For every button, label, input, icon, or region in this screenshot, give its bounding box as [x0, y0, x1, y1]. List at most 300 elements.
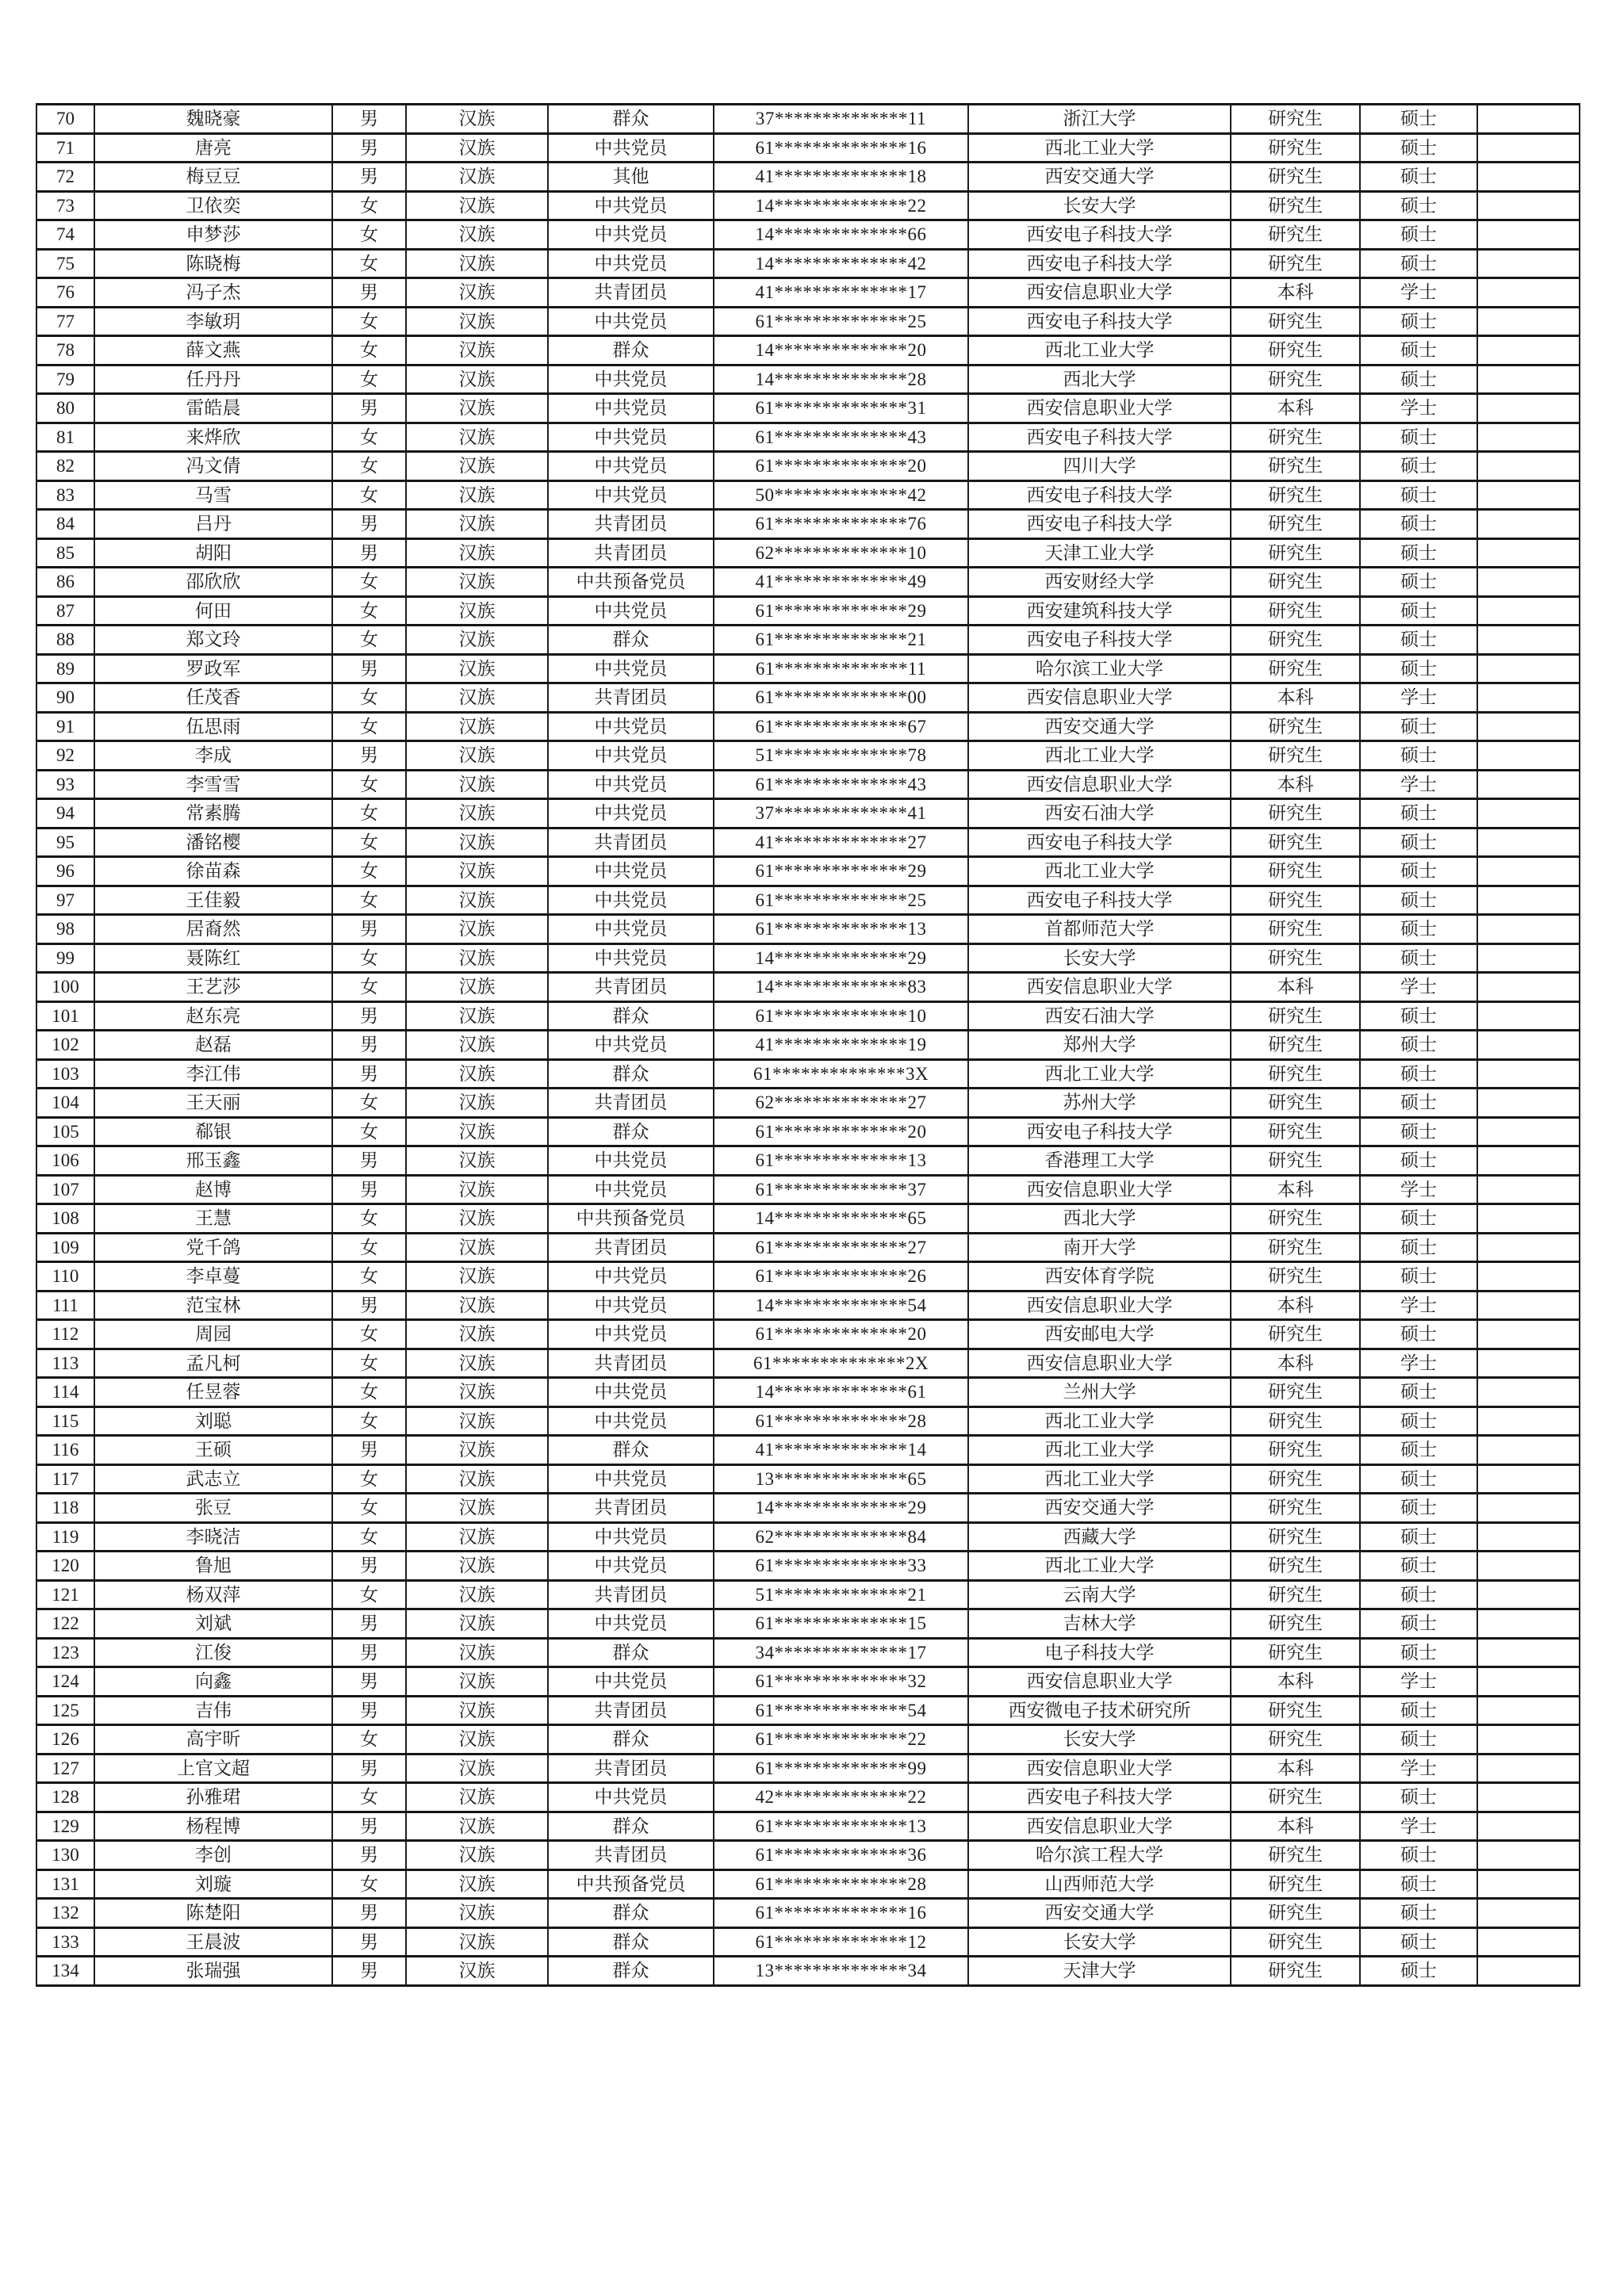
cell-empty: [1477, 1522, 1580, 1552]
cell-gender: 男: [332, 1927, 406, 1957]
cell-id-number: 61**************67: [714, 712, 968, 741]
cell-degree: 硕士: [1360, 336, 1477, 365]
cell-empty: [1477, 1378, 1580, 1407]
cell-education-level: 研究生: [1231, 799, 1360, 828]
table-row: [36, 683, 1580, 713]
cell-row-number: 94: [36, 799, 94, 828]
cell-gender: 男: [332, 1696, 406, 1725]
cell-degree: 硕士: [1360, 480, 1477, 510]
table-row: [36, 1204, 1580, 1234]
cell-school: 哈尔滨工业大学: [968, 654, 1231, 683]
cell-row-number: 126: [36, 1725, 94, 1755]
cell-name: 高宇昕: [94, 1725, 332, 1755]
cell-id-number: 61**************26: [714, 1262, 968, 1292]
cell-degree: 硕士: [1360, 1927, 1477, 1957]
cell-id-number: 14**************65: [714, 1204, 968, 1234]
cell-school: 苏州大学: [968, 1089, 1231, 1118]
cell-name: 徐苗森: [94, 857, 332, 886]
cell-gender: 男: [332, 394, 406, 423]
cell-empty: [1477, 1031, 1580, 1060]
cell-empty: [1477, 1117, 1580, 1146]
cell-gender: 男: [332, 1638, 406, 1667]
cell-name: 何田: [94, 596, 332, 626]
cell-education-level: 研究生: [1231, 191, 1360, 220]
cell-school: 西安信息职业大学: [968, 1175, 1231, 1204]
cell-id-number: 61**************32: [714, 1667, 968, 1697]
cell-ethnicity: 汉族: [406, 915, 548, 944]
cell-ethnicity: 汉族: [406, 1117, 548, 1146]
cell-political-status: 中共党员: [548, 1552, 714, 1581]
cell-name: 李创: [94, 1841, 332, 1870]
cell-school: 西北工业大学: [968, 1436, 1231, 1465]
table-row: [36, 1957, 1580, 1986]
cell-id-number: 61**************27: [714, 1233, 968, 1262]
cell-school: 香港理工大学: [968, 1146, 1231, 1176]
cell-degree: 学士: [1360, 1291, 1477, 1320]
cell-political-status: 群众: [548, 1725, 714, 1755]
cell-gender: 女: [332, 712, 406, 741]
cell-political-status: 中共党员: [548, 712, 714, 741]
cell-id-number: 61**************43: [714, 423, 968, 452]
table-row: [36, 1349, 1580, 1378]
cell-degree: 硕士: [1360, 1957, 1477, 1986]
cell-degree: 学士: [1360, 770, 1477, 799]
cell-political-status: 中共党员: [548, 1464, 714, 1494]
cell-name: 王佳毅: [94, 886, 332, 915]
cell-education-level: 本科: [1231, 770, 1360, 799]
cell-ethnicity: 汉族: [406, 538, 548, 568]
cell-ethnicity: 汉族: [406, 249, 548, 278]
table-row: [36, 1552, 1580, 1581]
cell-empty: [1477, 365, 1580, 394]
cell-political-status: 共青团员: [548, 1580, 714, 1609]
cell-education-level: 研究生: [1231, 510, 1360, 539]
cell-name: 马雪: [94, 480, 332, 510]
cell-row-number: 111: [36, 1291, 94, 1320]
table-row: [36, 538, 1580, 568]
cell-ethnicity: 汉族: [406, 278, 548, 308]
cell-ethnicity: 汉族: [406, 973, 548, 1002]
cell-degree: 硕士: [1360, 220, 1477, 250]
cell-ethnicity: 汉族: [406, 336, 548, 365]
cell-ethnicity: 汉族: [406, 1175, 548, 1204]
cell-education-level: 研究生: [1231, 596, 1360, 626]
cell-row-number: 107: [36, 1175, 94, 1204]
cell-gender: 女: [332, 1378, 406, 1407]
cell-political-status: 共青团员: [548, 538, 714, 568]
cell-education-level: 本科: [1231, 1349, 1360, 1378]
cell-political-status: 中共党员: [548, 1609, 714, 1639]
cell-id-number: 61**************11: [714, 654, 968, 683]
cell-row-number: 78: [36, 336, 94, 365]
cell-political-status: 中共党员: [548, 943, 714, 973]
cell-gender: 女: [332, 1725, 406, 1755]
cell-row-number: 71: [36, 133, 94, 163]
cell-id-number: 14**************61: [714, 1378, 968, 1407]
cell-ethnicity: 汉族: [406, 1667, 548, 1697]
cell-political-status: 中共党员: [548, 1378, 714, 1407]
cell-education-level: 研究生: [1231, 105, 1360, 134]
cell-degree: 硕士: [1360, 1146, 1477, 1176]
cell-gender: 男: [332, 1841, 406, 1870]
cell-political-status: 中共预备党员: [548, 568, 714, 597]
cell-id-number: 13**************34: [714, 1957, 968, 1986]
cell-education-level: 研究生: [1231, 1696, 1360, 1725]
table-row: [36, 654, 1580, 683]
cell-gender: 女: [332, 1580, 406, 1609]
cell-gender: 女: [332, 249, 406, 278]
cell-id-number: 61**************28: [714, 1869, 968, 1899]
cell-political-status: 共青团员: [548, 973, 714, 1002]
cell-school: 西安微电子技术研究所: [968, 1696, 1231, 1725]
cell-degree: 硕士: [1360, 828, 1477, 857]
cell-degree: 硕士: [1360, 799, 1477, 828]
cell-gender: 女: [332, 683, 406, 713]
cell-education-level: 研究生: [1231, 886, 1360, 915]
cell-education-level: 本科: [1231, 1667, 1360, 1697]
cell-empty: [1477, 1089, 1580, 1118]
cell-political-status: 共青团员: [548, 510, 714, 539]
cell-ethnicity: 汉族: [406, 886, 548, 915]
cell-gender: 男: [332, 741, 406, 771]
cell-id-number: 61**************20: [714, 1320, 968, 1349]
cell-id-number: 41**************14: [714, 1436, 968, 1465]
table-row: [36, 105, 1580, 134]
cell-school: 山西师范大学: [968, 1869, 1231, 1899]
cell-name: 吕丹: [94, 510, 332, 539]
cell-gender: 男: [332, 1899, 406, 1928]
cell-degree: 硕士: [1360, 915, 1477, 944]
cell-gender: 女: [332, 799, 406, 828]
cell-ethnicity: 汉族: [406, 568, 548, 597]
cell-degree: 硕士: [1360, 1869, 1477, 1899]
cell-row-number: 89: [36, 654, 94, 683]
cell-empty: [1477, 163, 1580, 192]
cell-political-status: 群众: [548, 1436, 714, 1465]
table-row: [36, 1667, 1580, 1697]
cell-ethnicity: 汉族: [406, 1638, 548, 1667]
cell-empty: [1477, 915, 1580, 944]
cell-school: 西北工业大学: [968, 1464, 1231, 1494]
cell-school: 长安大学: [968, 943, 1231, 973]
cell-id-number: 37**************41: [714, 799, 968, 828]
cell-id-number: 62**************27: [714, 1089, 968, 1118]
cell-name: 陈晓梅: [94, 249, 332, 278]
cell-empty: [1477, 1638, 1580, 1667]
cell-school: 西藏大学: [968, 1522, 1231, 1552]
cell-id-number: 14**************42: [714, 249, 968, 278]
cell-political-status: 共青团员: [548, 1494, 714, 1523]
cell-degree: 硕士: [1360, 1233, 1477, 1262]
cell-id-number: 61**************29: [714, 596, 968, 626]
cell-ethnicity: 汉族: [406, 857, 548, 886]
cell-empty: [1477, 1059, 1580, 1089]
table-row: [36, 741, 1580, 771]
cell-id-number: 14**************28: [714, 365, 968, 394]
cell-name: 来烨欣: [94, 423, 332, 452]
cell-degree: 硕士: [1360, 568, 1477, 597]
cell-political-status: 中共党员: [548, 133, 714, 163]
cell-education-level: 研究生: [1231, 480, 1360, 510]
cell-ethnicity: 汉族: [406, 828, 548, 857]
cell-political-status: 群众: [548, 1957, 714, 1986]
cell-id-number: 61**************36: [714, 1841, 968, 1870]
cell-school: 西安信息职业大学: [968, 278, 1231, 308]
cell-school: 西安电子科技大学: [968, 1117, 1231, 1146]
cell-school: 西北工业大学: [968, 857, 1231, 886]
cell-ethnicity: 汉族: [406, 1754, 548, 1783]
cell-name: 王艺莎: [94, 973, 332, 1002]
cell-empty: [1477, 568, 1580, 597]
cell-gender: 男: [332, 1031, 406, 1060]
cell-education-level: 研究生: [1231, 626, 1360, 655]
cell-gender: 女: [332, 1233, 406, 1262]
cell-row-number: 131: [36, 1869, 94, 1899]
cell-school: 西安交通大学: [968, 1494, 1231, 1523]
cell-school: 首都师范大学: [968, 915, 1231, 944]
cell-political-status: 共青团员: [548, 1696, 714, 1725]
cell-degree: 学士: [1360, 1667, 1477, 1697]
cell-political-status: 中共党员: [548, 394, 714, 423]
cell-ethnicity: 汉族: [406, 105, 548, 134]
cell-row-number: 85: [36, 538, 94, 568]
cell-id-number: 61**************2X: [714, 1349, 968, 1378]
cell-school: 四川大学: [968, 452, 1231, 481]
cell-gender: 男: [332, 1436, 406, 1465]
cell-school: 西安电子科技大学: [968, 886, 1231, 915]
cell-education-level: 研究生: [1231, 828, 1360, 857]
cell-gender: 男: [332, 915, 406, 944]
table-row: [36, 1754, 1580, 1783]
cell-id-number: 61**************12: [714, 1927, 968, 1957]
cell-education-level: 研究生: [1231, 249, 1360, 278]
cell-empty: [1477, 1580, 1580, 1609]
table-row: [36, 1522, 1580, 1552]
table-row: [36, 191, 1580, 220]
cell-degree: 硕士: [1360, 452, 1477, 481]
cell-gender: 女: [332, 480, 406, 510]
cell-name: 赵博: [94, 1175, 332, 1204]
cell-name: 冯文倩: [94, 452, 332, 481]
cell-political-status: 中共党员: [548, 220, 714, 250]
cell-ethnicity: 汉族: [406, 683, 548, 713]
cell-education-level: 研究生: [1231, 336, 1360, 365]
cell-ethnicity: 汉族: [406, 510, 548, 539]
cell-degree: 硕士: [1360, 1117, 1477, 1146]
cell-id-number: 51**************21: [714, 1580, 968, 1609]
cell-degree: 硕士: [1360, 1001, 1477, 1031]
table-row: [36, 307, 1580, 336]
cell-name: 王硕: [94, 1436, 332, 1465]
cell-gender: 女: [332, 596, 406, 626]
cell-id-number: 34**************17: [714, 1638, 968, 1667]
cell-empty: [1477, 423, 1580, 452]
cell-education-level: 研究生: [1231, 1436, 1360, 1465]
cell-ethnicity: 汉族: [406, 1841, 548, 1870]
cell-row-number: 100: [36, 973, 94, 1002]
cell-political-status: 中共党员: [548, 654, 714, 683]
cell-id-number: 61**************13: [714, 1812, 968, 1841]
cell-empty: [1477, 828, 1580, 857]
cell-degree: 硕士: [1360, 741, 1477, 771]
cell-id-number: 61**************00: [714, 683, 968, 713]
cell-name: 党千鸽: [94, 1233, 332, 1262]
cell-political-status: 中共党员: [548, 857, 714, 886]
table-row: [36, 1580, 1580, 1609]
table-row: [36, 365, 1580, 394]
cell-education-level: 研究生: [1231, 712, 1360, 741]
cell-row-number: 90: [36, 683, 94, 713]
cell-degree: 硕士: [1360, 857, 1477, 886]
cell-ethnicity: 汉族: [406, 1522, 548, 1552]
cell-ethnicity: 汉族: [406, 1059, 548, 1089]
cell-education-level: 研究生: [1231, 857, 1360, 886]
table-row: [36, 1696, 1580, 1725]
cell-id-number: 61**************21: [714, 626, 968, 655]
roster-table-body: [36, 105, 1580, 1986]
cell-school: 西安电子科技大学: [968, 1783, 1231, 1812]
cell-ethnicity: 汉族: [406, 799, 548, 828]
cell-row-number: 130: [36, 1841, 94, 1870]
cell-name: 孟凡柯: [94, 1349, 332, 1378]
cell-empty: [1477, 1494, 1580, 1523]
table-row: [36, 857, 1580, 886]
cell-gender: 男: [332, 654, 406, 683]
cell-degree: 硕士: [1360, 886, 1477, 915]
cell-row-number: 110: [36, 1262, 94, 1292]
cell-gender: 女: [332, 1204, 406, 1234]
cell-row-number: 109: [36, 1233, 94, 1262]
cell-degree: 硕士: [1360, 1378, 1477, 1407]
cell-political-status: 群众: [548, 1059, 714, 1089]
cell-ethnicity: 汉族: [406, 1869, 548, 1899]
cell-name: 聂陈红: [94, 943, 332, 973]
cell-empty: [1477, 191, 1580, 220]
cell-gender: 男: [332, 1754, 406, 1783]
cell-school: 西北工业大学: [968, 336, 1231, 365]
cell-school: 南开大学: [968, 1233, 1231, 1262]
cell-empty: [1477, 1869, 1580, 1899]
cell-ethnicity: 汉族: [406, 191, 548, 220]
cell-gender: 女: [332, 568, 406, 597]
cell-name: 上官文超: [94, 1754, 332, 1783]
cell-gender: 女: [332, 886, 406, 915]
cell-school: 西北工业大学: [968, 133, 1231, 163]
cell-education-level: 研究生: [1231, 1146, 1360, 1176]
cell-political-status: 共青团员: [548, 1754, 714, 1783]
cell-school: 云南大学: [968, 1580, 1231, 1609]
cell-gender: 女: [332, 1869, 406, 1899]
cell-row-number: 108: [36, 1204, 94, 1234]
cell-row-number: 128: [36, 1783, 94, 1812]
cell-gender: 男: [332, 1667, 406, 1697]
table-row: [36, 626, 1580, 655]
table-row: [36, 1059, 1580, 1089]
cell-empty: [1477, 480, 1580, 510]
cell-school: 西安电子科技大学: [968, 423, 1231, 452]
cell-education-level: 本科: [1231, 278, 1360, 308]
cell-school: 长安大学: [968, 1927, 1231, 1957]
cell-name: 冯子杰: [94, 278, 332, 308]
cell-row-number: 72: [36, 163, 94, 192]
cell-degree: 硕士: [1360, 654, 1477, 683]
cell-empty: [1477, 596, 1580, 626]
cell-degree: 硕士: [1360, 249, 1477, 278]
cell-name: 张豆: [94, 1494, 332, 1523]
cell-name: 罗政军: [94, 654, 332, 683]
cell-ethnicity: 汉族: [406, 770, 548, 799]
table-row: [36, 568, 1580, 597]
cell-gender: 女: [332, 1783, 406, 1812]
cell-political-status: 中共党员: [548, 596, 714, 626]
cell-degree: 硕士: [1360, 1320, 1477, 1349]
table-row: [36, 133, 1580, 163]
cell-school: 西安电子科技大学: [968, 249, 1231, 278]
cell-id-number: 61**************20: [714, 452, 968, 481]
cell-empty: [1477, 712, 1580, 741]
cell-id-number: 61**************16: [714, 1899, 968, 1928]
cell-row-number: 79: [36, 365, 94, 394]
cell-ethnicity: 汉族: [406, 943, 548, 973]
cell-school: 西安信息职业大学: [968, 770, 1231, 799]
cell-id-number: 61**************15: [714, 1609, 968, 1639]
cell-degree: 硕士: [1360, 510, 1477, 539]
cell-row-number: 80: [36, 394, 94, 423]
cell-school: 西安石油大学: [968, 1001, 1231, 1031]
cell-education-level: 研究生: [1231, 1725, 1360, 1755]
cell-degree: 学士: [1360, 683, 1477, 713]
cell-row-number: 127: [36, 1754, 94, 1783]
cell-row-number: 129: [36, 1812, 94, 1841]
cell-name: 刘聪: [94, 1406, 332, 1436]
cell-degree: 硕士: [1360, 1580, 1477, 1609]
cell-ethnicity: 汉族: [406, 133, 548, 163]
cell-name: 胡阳: [94, 538, 332, 568]
cell-row-number: 120: [36, 1552, 94, 1581]
table-row: [36, 1812, 1580, 1841]
cell-gender: 男: [332, 1146, 406, 1176]
cell-empty: [1477, 1349, 1580, 1378]
cell-row-number: 83: [36, 480, 94, 510]
cell-id-number: 61**************54: [714, 1696, 968, 1725]
cell-political-status: 共青团员: [548, 828, 714, 857]
cell-row-number: 113: [36, 1349, 94, 1378]
cell-name: 周园: [94, 1320, 332, 1349]
cell-political-status: 群众: [548, 105, 714, 134]
cell-school: 西安电子科技大学: [968, 828, 1231, 857]
cell-education-level: 研究生: [1231, 538, 1360, 568]
table-row: [36, 828, 1580, 857]
cell-empty: [1477, 1291, 1580, 1320]
cell-ethnicity: 汉族: [406, 480, 548, 510]
cell-id-number: 61**************25: [714, 307, 968, 336]
table-row: [36, 1320, 1580, 1349]
cell-ethnicity: 汉族: [406, 423, 548, 452]
cell-row-number: 101: [36, 1001, 94, 1031]
table-row: [36, 1175, 1580, 1204]
cell-degree: 硕士: [1360, 712, 1477, 741]
cell-political-status: 中共党员: [548, 1522, 714, 1552]
cell-gender: 女: [332, 452, 406, 481]
cell-school: 西安交通大学: [968, 1899, 1231, 1928]
cell-id-number: 14**************66: [714, 220, 968, 250]
cell-school: 西北工业大学: [968, 1059, 1231, 1089]
cell-gender: 女: [332, 365, 406, 394]
cell-degree: 硕士: [1360, 596, 1477, 626]
cell-education-level: 研究生: [1231, 1638, 1360, 1667]
cell-school: 浙江大学: [968, 105, 1231, 134]
cell-name: 李成: [94, 741, 332, 771]
